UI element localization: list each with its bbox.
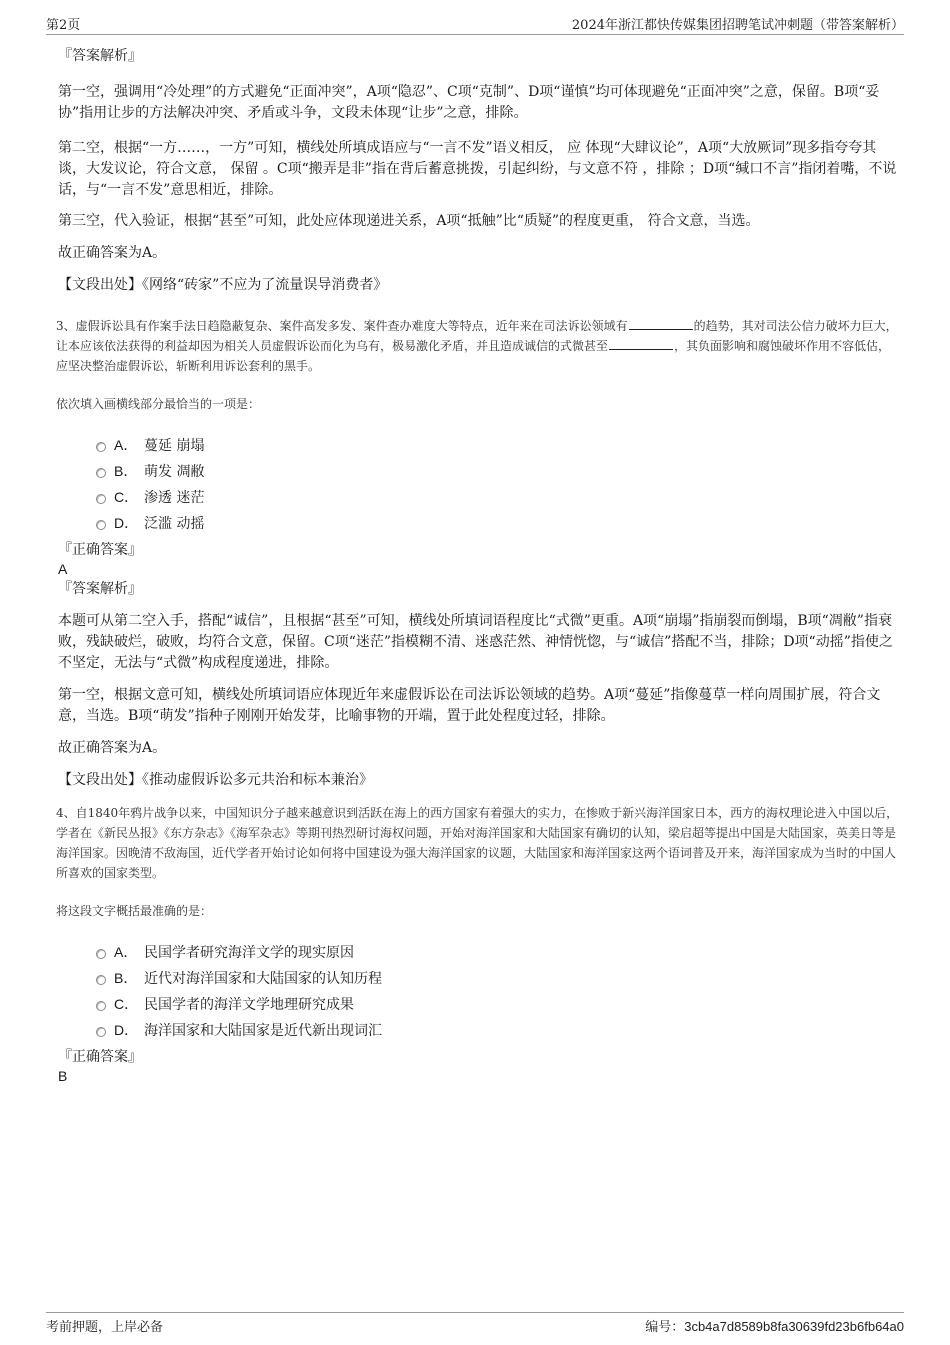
- option-b[interactable]: B． 萌发 凋敝: [96, 458, 902, 484]
- radio-icon[interactable]: [96, 1001, 106, 1011]
- radio-icon[interactable]: [96, 949, 106, 959]
- page-footer: [46, 1312, 904, 1335]
- fill-blank: [609, 337, 673, 350]
- radio-icon[interactable]: [96, 1027, 106, 1037]
- q2-analysis-title: 『答案解析』: [58, 48, 142, 64]
- page-number: 第2页: [46, 18, 81, 33]
- q2-answer-statement: 故正确答案为A。: [58, 245, 167, 261]
- q4-answer: B: [58, 1068, 68, 1084]
- document-id: 编号：3cb4a7d8589b8fa30639fd23b6fb64a0: [645, 1319, 904, 1334]
- option-c[interactable]: C． 民国学者的海洋文学地理研究成果: [96, 991, 902, 1017]
- q3-options: [96, 432, 902, 536]
- q3-stem: 3、虚假诉讼具有作案手法日趋隐蔽复杂、案件高发多发、案件查办难度大等特点，近年来在司法诉讼领域有 的趋势，其对司法公信力破坏力巨大，让本应该依法获得的利益却因为相关人员虚假诉讼而化为乌有，极易激化矛盾，并且造成诚信的式微甚至 ，其负面影响和腐蚀破坏作用不容低估，应坚决整治虚假诉讼，斩断利用诉讼套利的黑手。: [56, 319, 898, 373]
- q2-analysis-paragraph: 第二空，根据“一方……，一方”可知，横线处所填成语应与“一言不发”语义相反， 应 体现“大肆议论”，A项“大放厥词”现多指夸夸其谈，大发议论，符合文意， 保留 。C项“搬弄是非”指在背后蓄意挑拨，引起纠纷，与文意不符 ，排除 ；D项“缄口不言”指闭着嘴，不说话，与“一言不发”意思相近，排除。: [58, 140, 897, 198]
- q4-options: [96, 939, 902, 1043]
- q3-answer-title: 『正确答案』: [58, 542, 142, 558]
- q3-prompt: 依次填入画横线部分最恰当的一项是：: [56, 397, 261, 411]
- footer-slogan: 考前押题，上岸必备: [46, 1320, 164, 1335]
- option-d[interactable]: D． 海洋国家和大陆国家是近代新出现词汇: [96, 1017, 902, 1043]
- option-a[interactable]: A． 蔓延 崩塌: [96, 432, 902, 458]
- q3-analysis-paragraph: 第一空，根据文意可知，横线处所填词语应体现近年来虚假诉讼在司法诉讼领域的趋势。A项“蔓延”指像蔓草一样向周围扩展，符合文意，当选。B项“萌发”指种子刚刚开始发芽，比喻事物的开端，置于此处程度过轻，排除。: [58, 687, 881, 724]
- option-d[interactable]: D． 泛滥 动摇: [96, 510, 902, 536]
- q3-source: 【文段出处】《推动虚假诉讼多元共治和标本兼治》: [58, 772, 373, 788]
- document-title: 2024年浙江都快传媒集团招聘笔试冲刺题（带答案解析）: [571, 18, 904, 33]
- radio-icon[interactable]: [96, 442, 106, 452]
- radio-icon[interactable]: [96, 494, 106, 504]
- page-content: [56, 42, 902, 1086]
- q2-analysis-paragraph: 第三空，代入验证，根据“甚至”可知，此处应体现递进关系，A项“抵触”比“质疑”的程度更重， 符合文意，当选。: [58, 213, 760, 229]
- radio-icon[interactable]: [96, 975, 106, 985]
- q4-prompt: 将这段文字概括最准确的是：: [56, 904, 213, 918]
- q4-stem: 4、自1840年鸦片战争以来，中国知识分子越来越意识到活跃在海上的西方国家有着强大的实力，在惨败于新兴海洋国家日本，西方的海权理论进入中国以后，学者在《新民丛报》《东方杂志》《海军杂志》等期刊热烈研讨海权问题，开始对海洋国家和大陆国家有确切的认知，梁启超等提出中国是大陆国家，英美日等是海洋国家。因晚清不敌海国，近代学者开始讨论如何将中国建设为强大海洋国家的议题，大陆国家和海洋国家这两个语词普及开来，海洋国家成为当时的中国人所喜欢的国家类型。: [56, 806, 899, 880]
- q3-analysis-title: 『答案解析』: [58, 581, 142, 597]
- option-a[interactable]: A． 民国学者研究海洋文学的现实原因: [96, 939, 902, 965]
- option-c[interactable]: C． 渗透 迷茫: [96, 484, 902, 510]
- q4-answer-title: 『正确答案』: [58, 1049, 142, 1065]
- q2-analysis-paragraph: 第一空，强调用“冷处理”的方式避免“正面冲突”，A项“隐忍”、C项“克制”、D项“谨慎”均可体现避免“正面冲突”之意，保留。B项“妥协”指用让步的方法解决冲突、矛盾或斗争，文段未体现“让步”之意，排除。: [58, 84, 880, 121]
- option-b[interactable]: B． 近代对海洋国家和大陆国家的认知历程: [96, 965, 902, 991]
- q3-answer-statement: 故正确答案为A。: [58, 740, 167, 756]
- page-header: [46, 14, 904, 35]
- q3-answer: A: [58, 561, 68, 577]
- radio-icon[interactable]: [96, 468, 106, 478]
- fill-blank: [629, 317, 693, 330]
- q2-source: 【文段出处】《网络“砖家”不应为了流量误导消费者》: [58, 277, 388, 293]
- q3-analysis-paragraph: 本题可从第二空入手，搭配“诚信”，且根据“甚至”可知，横线处所填词语程度比“式微”更重。A项“崩塌”指崩裂而倒塌，B项“凋敝”指衰败，残缺破烂，破败，均符合文意，保留。C项“迷茫”指模糊不清、迷惑茫然、神情恍惚，与“诚信”搭配不当，排除；D项“动摇”指使之不坚定，无法与“式微”构成程度递进，排除。: [58, 613, 893, 671]
- radio-icon[interactable]: [96, 520, 106, 530]
